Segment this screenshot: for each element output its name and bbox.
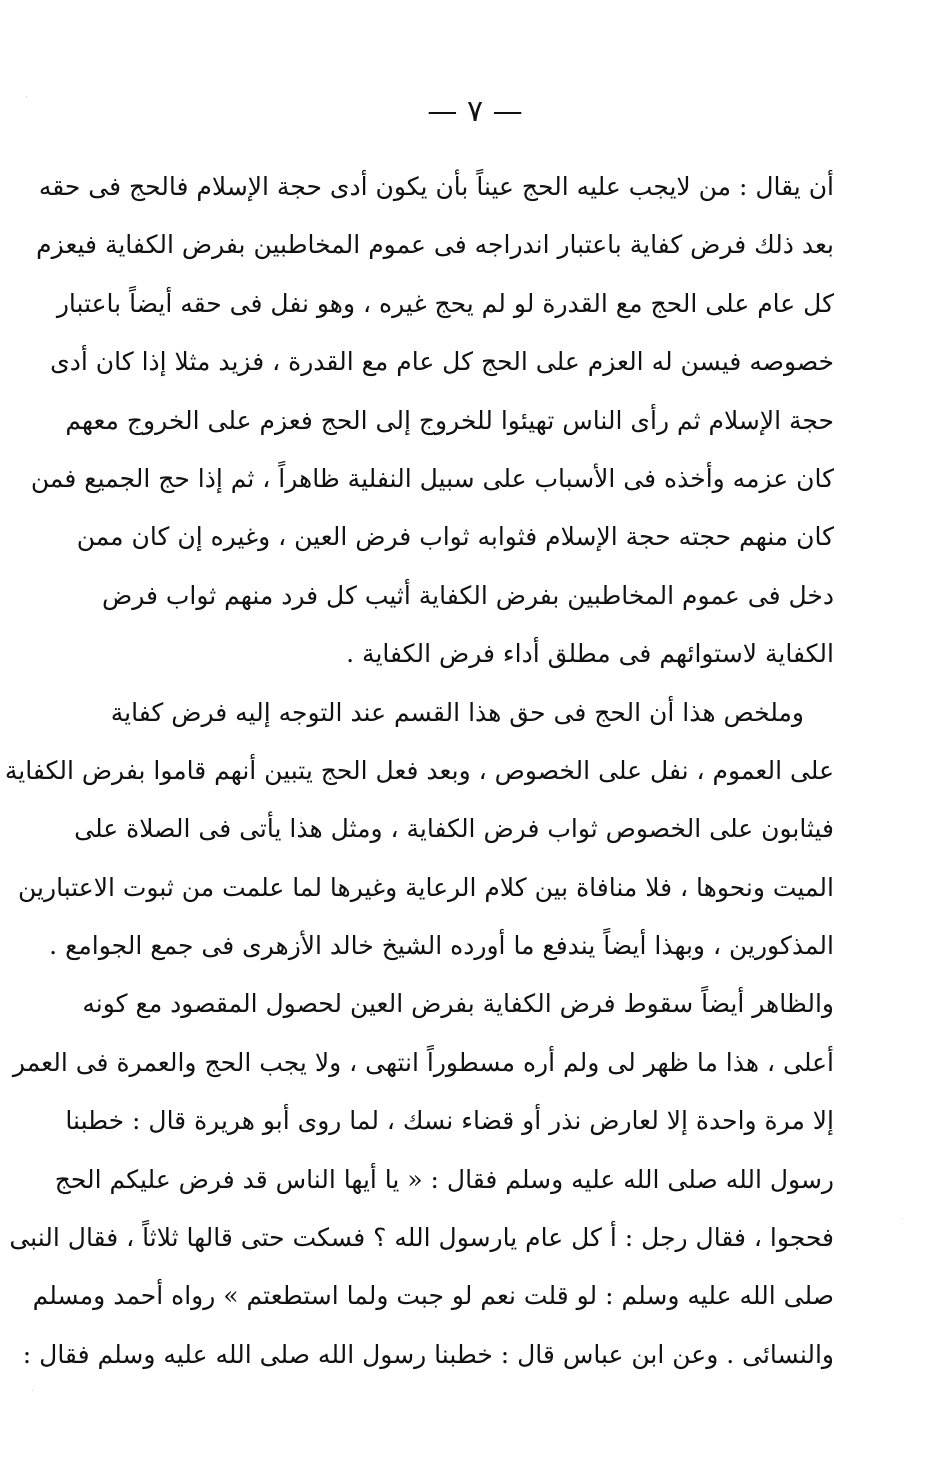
text-line: إلا مرة واحدة إلا لعارض نذر أو قضاء نسك ، لما روى أبو هريرة قال : خطبنا xyxy=(65,1106,834,1136)
text-line: أعلى ، هذا ما ظهر لى ولم أره مسطوراً انتهى ، ولا يجب الحج والعمرة فى العمر xyxy=(12,1047,834,1077)
text-line: فيثابون على الخصوص ثواب فرض الكفاية ، ومثل هذا يأتى فى الصلاة على xyxy=(74,814,834,844)
text-line: رسول الله صلى الله عليه وسلم فقال : « يا أيها الناس قد فرض عليكم الحج xyxy=(54,1164,834,1194)
text-line: صلى الله عليه وسلم : لو قلت نعم لو جبت ولما استطعتم » رواه أحمد ومسلم xyxy=(32,1281,834,1311)
paragraph-start-line: وملخص هذا أن الحج فى حق هذا القسم عند التوجه إليه فرض كفاية xyxy=(110,697,804,727)
text-line: الميت ونحوها ، فلا منافاة بين كلام الرعاية وغيرها لما علمت من ثبوت الاعتبارين xyxy=(18,872,834,902)
scan-speck xyxy=(26,96,27,97)
page-number: — ٧ — xyxy=(427,94,523,129)
body-text xyxy=(4,158,834,1384)
text-line: خصوصه فيسن له العزم على الحج كل عام مع القدرة ، فزيد مثلا إذا كان أدى xyxy=(50,347,834,377)
text-line: المذكورين ، وبهذا أيضاً يندفع ما أورده الشيخ خالد الأزهرى فى جمع الجوامع . xyxy=(49,931,834,961)
text-line: والنسائى . وعن ابن عباس قال : خطبنا رسول الله صلى الله عليه وسلم فقال : xyxy=(22,1339,834,1369)
text-line: فحجوا ، فقال رجل : أ كل عام يارسول الله ؟ فسكت حتى قالها ثلاثاً ، فقال النبى xyxy=(9,1223,834,1253)
text-line: كان عزمه وأخذه فى الأسباب على سبيل النفلية ظاهراً ، ثم إذا حج الجميع فمن xyxy=(30,463,834,493)
text-line: دخل فى عموم المخاطبين بفرض الكفاية أثيب كل فرد منهم ثواب فرض xyxy=(101,580,834,610)
text-line: كل عام على الحج مع القدرة لو لم يحج غيره ، وهو نفل فى حقه أيضاً باعتبار xyxy=(56,288,834,318)
paragraph-end-line: الكفاية لاستوائهم فى مطلق أداء فرض الكفاية . xyxy=(346,639,834,669)
text-line: كان منهم حجته حجة الإسلام فثوابه ثواب فرض العين ، وغيره إن كان ممن xyxy=(76,522,834,552)
text-line: حجة الإسلام ثم رأى الناس تهيئوا للخروج إلى الحج فعزم على الخروج معهم xyxy=(65,405,834,435)
scan-speck xyxy=(902,1218,903,1219)
text-line: أن يقال : من لايجب عليه الحج عيناً بأن يكون أدى حجة الإسلام فالحج فى حقه xyxy=(38,172,834,201)
scan-speck xyxy=(32,1390,33,1391)
text-line: والظاهر أيضاً سقوط فرض الكفاية بفرض العين لحصول المقصود مع كونه xyxy=(82,989,834,1019)
text-line: بعد ذلك فرض كفاية باعتبار اندراجه فى عموم المخاطبين بفرض الكفاية فيعزم xyxy=(36,230,834,260)
text-line: على العموم ، نفل على الخصوص ، وبعد فعل الحج يتبين أنهم قاموا بفرض الكفاية xyxy=(4,755,834,785)
